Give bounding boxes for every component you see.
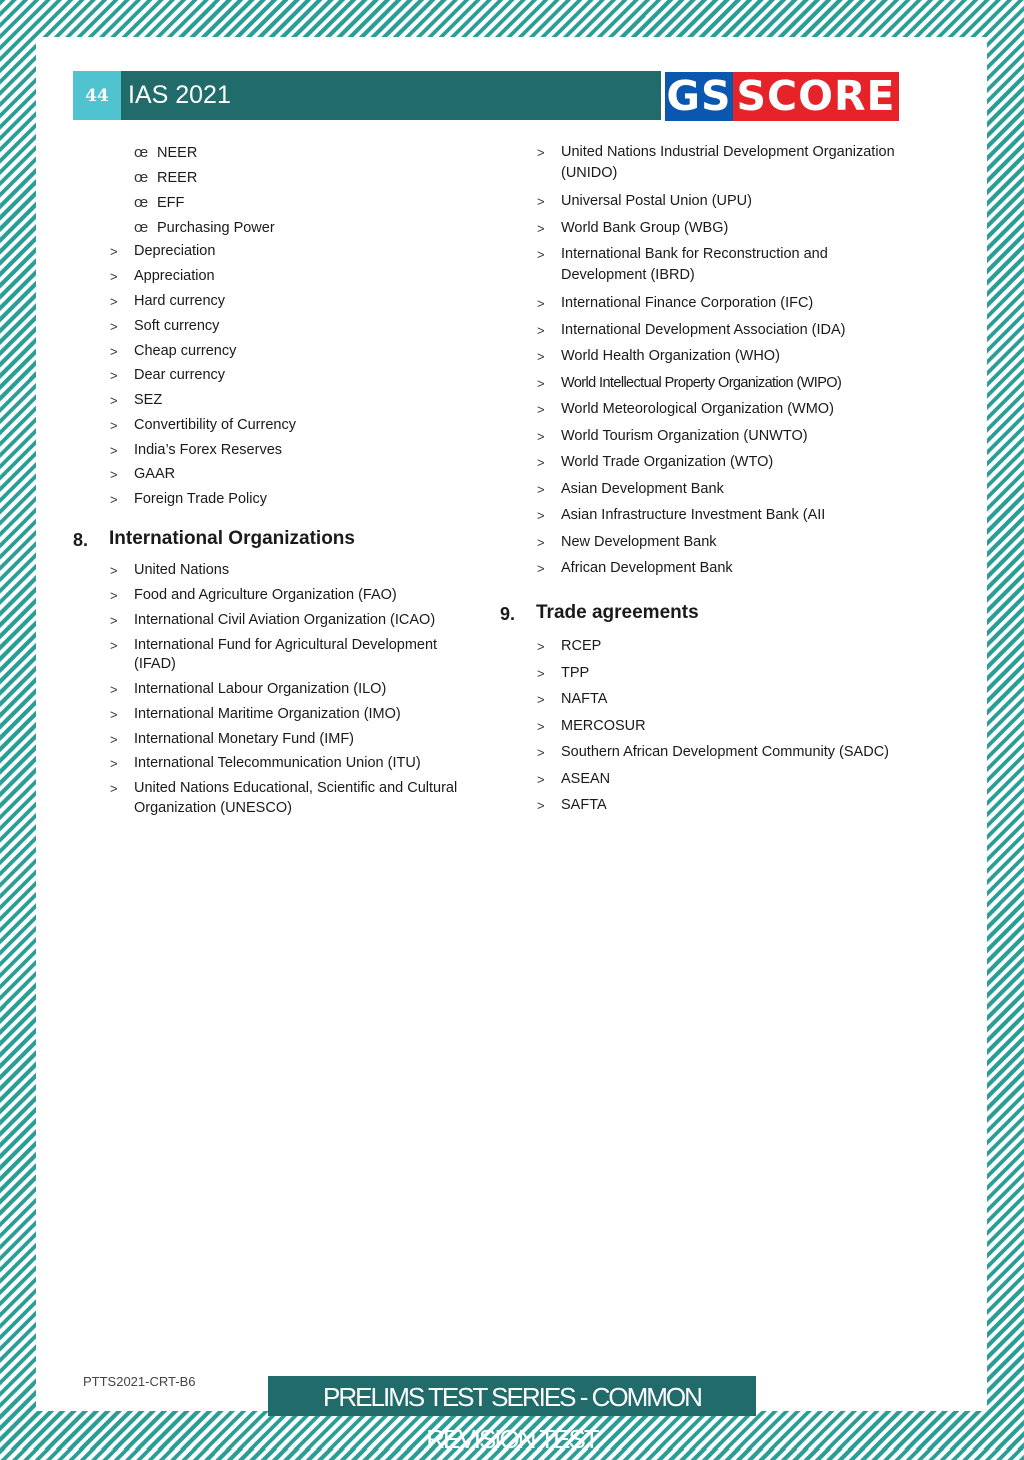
footer-banner: PRELIMS TEST SERIES - COMMON REVISION TEST (268, 1376, 756, 1416)
sub-item: NEER (157, 145, 198, 161)
bullet: > (110, 492, 118, 507)
trade-item: TPP (561, 665, 590, 681)
org-item-continued: (UNIDO) (561, 165, 618, 181)
list-item: Convertibility of Currency (134, 417, 296, 433)
org-item: International Maritime Organization (IMO) (134, 706, 401, 722)
list-item: Appreciation (134, 268, 215, 284)
trade-item: MERCOSUR (561, 718, 646, 734)
bullet: > (110, 563, 118, 578)
bullet: > (110, 732, 118, 747)
org-item: Food and Agriculture Organization (FAO) (134, 587, 397, 603)
bullet: > (110, 707, 118, 722)
trade-item: Southern African Development Community (SADC) (561, 744, 889, 760)
list-item: Dear currency (134, 367, 226, 383)
footer-code: PTTS2021-CRT-B6 (83, 1374, 196, 1389)
org-item: United Nations (134, 562, 230, 578)
org-item: United Nations Educational, Scientific and Cultural (134, 780, 458, 796)
bullet: > (537, 455, 545, 470)
org-item: International Monetary Fund (IMF) (134, 731, 355, 747)
org-item: United Nations Industrial Development Organization (561, 144, 895, 160)
bullet: > (110, 418, 118, 433)
sub-item: EFF (157, 195, 185, 211)
sub-bullet: œ (134, 169, 149, 186)
gs-score-logo (665, 72, 899, 121)
sub-bullet: œ (134, 194, 149, 211)
sub-item: Purchasing Power (157, 220, 275, 236)
list-item: SEZ (134, 392, 163, 408)
bullet: > (110, 344, 118, 359)
bullet: > (537, 508, 545, 523)
logo-gs: GS (666, 72, 732, 120)
page-number: 44 (73, 71, 121, 120)
bullet: > (110, 393, 118, 408)
bullet: > (537, 221, 545, 236)
bullet: > (537, 482, 545, 497)
org-item-continued: (IFAD) (134, 656, 176, 672)
bullet: > (110, 443, 118, 458)
trade-item: ASEAN (561, 771, 611, 787)
org-item-continued: Development (IBRD) (561, 267, 695, 283)
bullet: > (110, 682, 118, 697)
sub-bullet: œ (134, 219, 149, 236)
header-title: IAS 2021 (128, 81, 231, 109)
org-item: World Intellectual Property Organization (WIPO) (561, 375, 842, 391)
list-item: Cheap currency (134, 343, 237, 359)
org-item-continued: Organization (UNESCO) (134, 800, 292, 816)
bullet: > (537, 247, 545, 262)
org-item: African Development Bank (561, 560, 733, 576)
bullet: > (110, 244, 118, 259)
org-item: Asian Development Bank (561, 481, 724, 497)
org-item: International Civil Aviation Organization (ICAO) (134, 612, 436, 628)
bullet: > (537, 145, 545, 160)
bullet: > (110, 756, 118, 771)
bullet: > (537, 692, 545, 707)
bullet: > (537, 376, 545, 391)
org-item: Asian Infrastructure Investment Bank (AII (561, 507, 826, 523)
bullet: > (110, 781, 118, 796)
org-item: International Finance Corporation (IFC) (561, 295, 814, 311)
list-item: Depreciation (134, 243, 216, 259)
bullet: > (537, 323, 545, 338)
bullet: > (537, 561, 545, 576)
bullet: > (537, 349, 545, 364)
org-item: International Bank for Reconstruction and (561, 246, 828, 262)
list-item: Soft currency (134, 318, 220, 334)
section-heading: Trade agreements (536, 602, 699, 623)
bullet: > (537, 194, 545, 209)
bullet: > (110, 613, 118, 628)
org-item: World Trade Organization (WTO) (561, 454, 774, 470)
org-item: World Bank Group (WBG) (561, 220, 729, 236)
trade-item: RCEP (561, 638, 602, 654)
sub-bullet: œ (134, 144, 149, 161)
bullet: > (110, 319, 118, 334)
list-item: India’s Forex Reserves (134, 442, 283, 458)
list-item: Foreign Trade Policy (134, 491, 267, 507)
bullet: > (110, 368, 118, 383)
bullet: > (537, 666, 545, 681)
bullet: > (110, 588, 118, 603)
org-item: International Fund for Agricultural Development (134, 637, 438, 653)
section-number: 8. (73, 530, 89, 550)
list-item: Hard currency (134, 293, 226, 309)
bullet: > (537, 402, 545, 417)
bullet: > (537, 719, 545, 734)
org-item: International Telecommunication Union (ITU) (134, 755, 421, 771)
bullet: > (537, 296, 545, 311)
org-item: World Tourism Organization (UNWTO) (561, 428, 808, 444)
bullet: > (110, 269, 118, 284)
bullet: > (110, 638, 118, 653)
bullet: > (537, 772, 545, 787)
section-heading: International Organizations (109, 528, 355, 549)
bullet: > (537, 639, 545, 654)
org-item: International Labour Organization (ILO) (134, 681, 387, 697)
logo-score: SCORE (733, 72, 899, 121)
section-number: 9. (500, 604, 516, 624)
sub-item: REER (157, 170, 198, 186)
org-item: World Health Organization (WHO) (561, 348, 780, 364)
list-item: GAAR (134, 466, 176, 482)
bullet: > (537, 429, 545, 444)
org-item: World Meteorological Organization (WMO) (561, 401, 834, 417)
bullet: > (110, 294, 118, 309)
bullet: > (537, 745, 545, 760)
trade-item: SAFTA (561, 797, 607, 813)
trade-item: NAFTA (561, 691, 608, 707)
org-item: Universal Postal Union (UPU) (561, 193, 752, 209)
bullet: > (537, 798, 545, 813)
org-item: New Development Bank (561, 534, 717, 550)
bullet: > (537, 535, 545, 550)
org-item: International Development Association (IDA) (561, 322, 846, 338)
bullet: > (110, 467, 118, 482)
